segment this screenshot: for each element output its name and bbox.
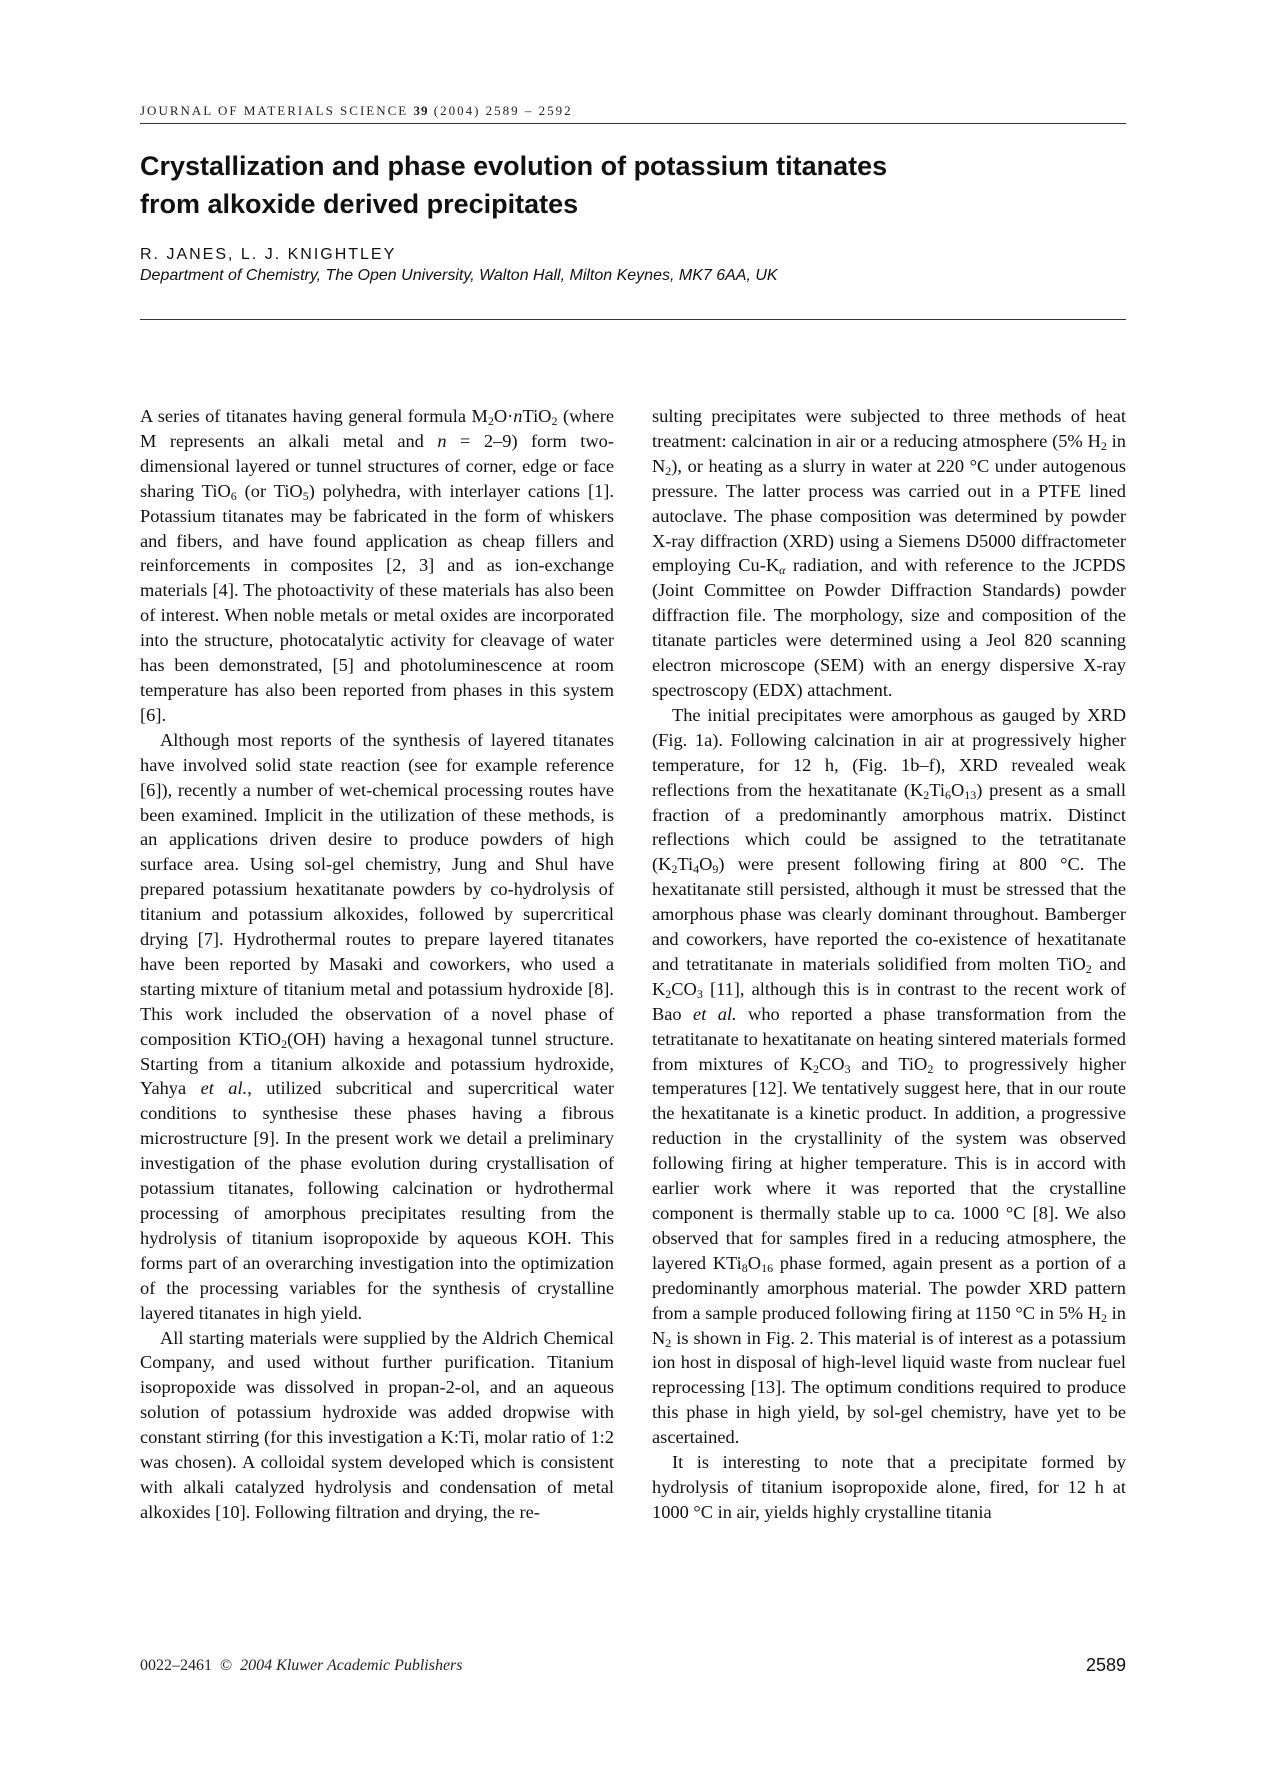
left-column xyxy=(140,404,614,1525)
right-column xyxy=(652,404,1126,1525)
title-line: from alkoxide derived precipitates xyxy=(140,189,579,219)
footer-publication-info xyxy=(140,1657,463,1675)
journal-year-pages: (2004) 2589 – 2592 xyxy=(433,103,573,118)
journal-volume: 39 xyxy=(413,103,429,118)
copyright-symbol: © xyxy=(220,1657,233,1674)
paragraph: All starting materials were supplied by the Aldrich Chemical Company, and used without further purification. Titanium isopropoxide was dissolved in propan-2-ol, and an aqueous solution of potassium hydroxide was added dropwise with constant stirring (for this investigation a K:Ti, molar ratio of 1:2 was chosen). A colloidal system developed which is consistent with alkali catalyzed hydrolysis and condensation of metal alkoxides [10]. Following filtration and drying, the re- xyxy=(140,1327,614,1522)
paragraph: Although most reports of the synthesis of layered titanates have involved solid state reaction (see for example reference [6]), recently a number of wet-chemical processing routes have been examined. Implicit in the utilization of these methods, is an applications driven desire to produce powders of high surface area. Using sol-gel chemistry, Jung and Shul have prepared potassium hexatitanate powders by co-hydrolysis of titanium and potassium alkoxides, followed by supercritical drying [7]. Hydrothermal routes to prepare layered titanates have been reported by Masaki and coworkers, who used a starting mixture of titanium metal and potassium hydroxide [8]. This work included the observation of a novel phase of composition KTiO$_2$(OH) having a hexagonal tunnel structure. Starting from a titanium alkoxide and potassium hydroxide, Yahya et al., utilized subcritical and supercritical water conditions to synthesise these phases having a fibrous microstructure [9]. In the present work we detail a preliminary investigation of the phase evolution during crystallisation of potassium titanates, following calcination or hydrothermal processing of amorphous precipitates resulting from the hydrolysis of titanium isopropoxide by aqueous KOH. This forms part of an overarching investigation into the optimization of the processing variables for the synthesis of crystalline layered titanates in high yield. xyxy=(140,729,614,1323)
header-rule xyxy=(140,123,1126,124)
running-header xyxy=(140,103,1126,119)
page-number: 2589 xyxy=(1085,1655,1126,1675)
paragraph: A series of titanates having general formula $M_2O\cdot nTiO_2$ (where M represents an alkali metal and n = 2–9) form two-dimensional layered or tunnel structures of corner, edge or face sharing TiO$_6$ (or TiO$_5$) polyhedra, with interlayer cations [1]. Potassium titanates may be fabricated in the form of whiskers and fibers, and have found application as cheap fillers and reinforcements in composites [2, 3] and as ion-exchange materials [4]. The photoactivity of these materials has also been of interest. When noble metals or metal oxides are incorporated into the structure, photocatalytic activity for cleavage of water has been demonstrated, [5] and photoluminescence at room temperature has also been reported from phases in this system [6]. xyxy=(140,406,615,725)
article-title xyxy=(140,147,1040,223)
author-affiliation: Department of Chemistry, The Open University, Walton Hall, Milton Keynes, MK7 6AA, UK xyxy=(140,267,778,284)
paragraph: sulting precipitates were subjected to three methods of heat treatment: calcination in air or a reducing atmosphere (5% $H_2$ in $N_2$), or heating as a slurry in water at 220 °C under autogenous pressure. The latter process was carried out in a PTFE lined autoclave. The phase composition was determined by powder X-ray diffraction (XRD) using a Siemens D5000 diffractometer employing $Cu-K_\alpha$ radiation, and with reference to the JCPDS (Joint Committee on Powder Diffraction Standards) powder diffraction file. The morphology, size and composition of the titanate particles were determined using a Jeol 820 scanning electron microscope (SEM) with an energy dispersive X-ray spectroscopy (EDX) attachment. xyxy=(652,406,1126,700)
author-list: R. JANES, L. J. KNIGHTLEY xyxy=(140,246,397,263)
title-line: Crystallization and phase evolution of potassium titanates xyxy=(140,151,888,181)
publisher: 2004 Kluwer Academic Publishers xyxy=(240,1657,463,1674)
journal-name: JOURNAL OF MATERIALS SCIENCE xyxy=(140,103,409,118)
issn: 0022–2461 xyxy=(140,1657,212,1674)
paragraph: It is interesting to note that a precipitate formed by hydrolysis of titanium isopropoxide alone, fired, for 12 h at 1000 °C in air, yields highly crystalline titania xyxy=(652,1452,1126,1522)
paragraph: The initial precipitates were amorphous as gauged by XRD (Fig. 1a). Following calcination in air at progressively higher temperature, for 12 h, (Fig. 1b–f), XRD revealed weak reflections from the hexatitanate $(K_2Ti_6O_{13})$ present as a small fraction of a predominantly amorphous matrix. Distinct reflections which could be assigned to the tetratitanate $(K_2Ti_4O_9)$ were present following firing at 800 °C. The hexatitanate still persisted, although it must be stressed that the amorphous phase was clearly dominant throughout. Bamberger and coworkers, have reported the co-existence of hexatitanate and tetratitanate in materials solidified from molten TiO$_2$ and $K_2CO_3$ [11], although this is in contrast to the recent work of Bao et al. who reported a phase transformation from the tetratitanate to hexatitanate on heating sintered materials formed from mixtures of $K_2CO_3$ and TiO$_2$ to progressively higher temperatures [12]. We tentatively suggest here, that in our route the hexatitanate is a kinetic product. In addition, a progressive reduction in the crystallinity of the system was observed following firing at higher temperature. This is in accord with earlier work where it was reported that the crystalline component is thermally stable up to ca. 1000 °C [8]. We also observed that for samples fired in a reducing atmosphere, the layered $KTi_8O_{16}$ phase formed, again present as a portion of a predominantly amorphous material. The powder XRD pattern from a sample produced following firing at 1150 °C in 5% $H_2$ in $N_2$ is shown in Fig. 2. This material is of interest as a potassium ion host in disposal of high-level liquid waste from nuclear fuel reprocessing [13]. The optimum conditions required to produce this phase in high yield, by sol-gel chemistry, have yet to be ascertained. xyxy=(652,704,1126,1448)
title-block-rule xyxy=(140,319,1126,320)
